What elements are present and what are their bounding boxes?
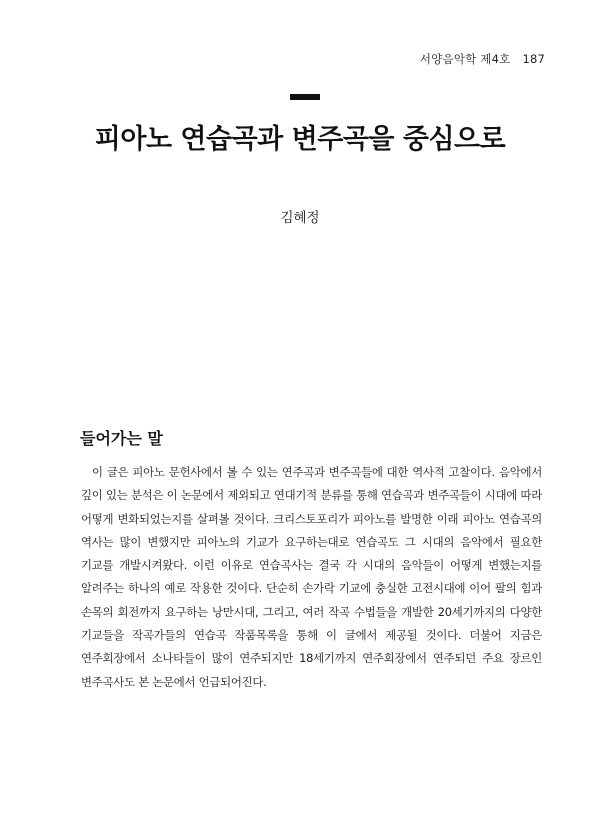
page-number: 187 [522,52,545,66]
article-title: 피아노 연습곡과 변주곡을 중심으로 [94,124,506,155]
running-head [420,51,545,67]
title-decoration-bar [290,94,320,100]
body-paragraph: 이 글은 피아노 문헌사에서 볼 수 있는 연주곡과 변주곡들에 대한 역사적 고찰이다. 음악에서 깊이 있는 분석은 이 논문에서 제외되고 연대기적 분류를 통해 연습곡과 변주곡들이 시대에 따라 어떻게 변화되었는지를 살펴볼 것이다. 크리스토포리가 피아노를 발명한 이래 피아노 연습곡의 역사는 많이 변했지만 피아노의 기교가 요구하는대로 연습곡도 그 시대의 음악에서 필요한 기교를 개발시켜왔다. 이런 이유로 연습곡사는 결국 각 시대의 음악들이 어떻게 변했는지를 알려주는 하나의 예로 작용한 것이다. 단순히 손가락 기교에 충실한 고전시대에 이어 팔의 힘과 손목의 회전까지 요구하는 낭만시대, 그리고, 여러 작곡 수법들을 개발한 20세기까지의 다양한 기교들을 작곡가들의 연습곡 작품목록을 통해 이 글에서 제공될 것이다. 더불어 지금은 연주회장에서 소나타들이 많이 연주되지만 18세기까지 연주회장에서 연주되던 주요 장르인 변주곡사도 본 논문에서 언급되어진다. [81,465,542,689]
author-name: 김혜정 [280,210,320,226]
section-heading: 들어가는 말 [80,429,163,448]
journal-name: 서양음악학 제4호 [419,52,511,66]
